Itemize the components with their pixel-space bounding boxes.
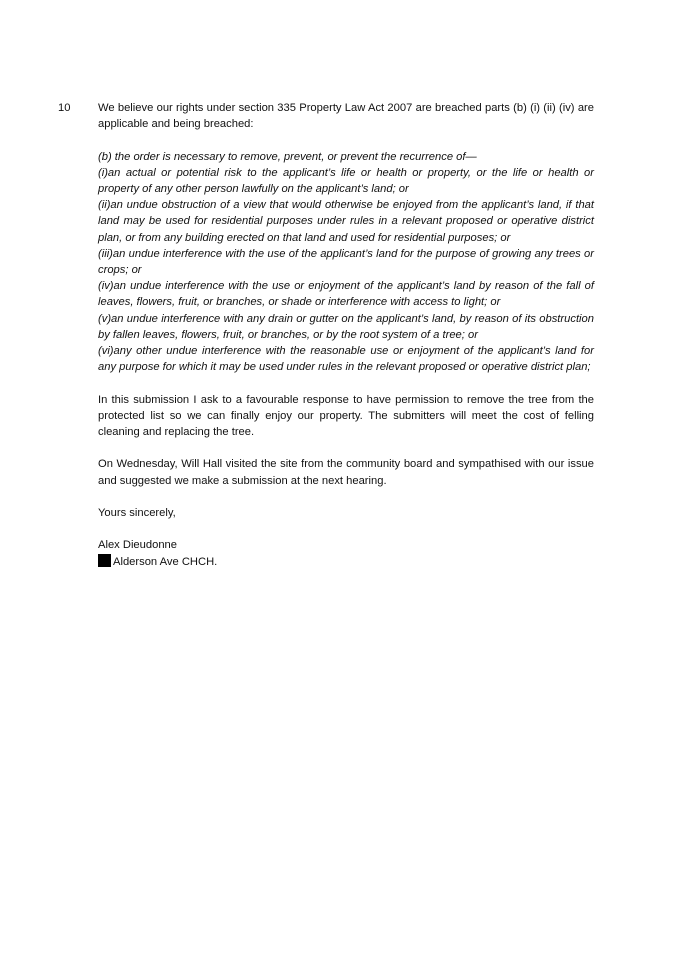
spacer xyxy=(98,440,594,456)
signature-name: Alex Dieudonne xyxy=(98,539,177,552)
quote-line-iv: (iv)an undue interference with the use or enjoyment of the applicant’s land by reason of the fall of leaves, flowers, fruit, or branches, or shade or interference with access to light; or xyxy=(98,280,594,309)
spacer xyxy=(98,132,594,148)
item-number: 10 xyxy=(58,102,71,114)
legislation-quote xyxy=(98,149,594,376)
intro-paragraph: We believe our rights under section 335 Property Law Act 2007 are breached parts (b) (i) (ii) (iv) are applicable and being breached: xyxy=(98,102,594,131)
quote-line-ii: (ii)an undue obstruction of a view that would otherwise be enjoyed from the applicant’s land, if that land may be used for residential purposes under rules in a relevant proposed or operative district plan, or from any building erected on that land and used for residential purposes; or xyxy=(98,199,594,244)
quote-line-b: (b) the order is necessary to remove, prevent, or prevent the recurrence of— xyxy=(98,150,477,163)
spacer xyxy=(98,521,594,537)
submission-body xyxy=(98,100,594,570)
address-text: Alderson Ave CHCH. xyxy=(113,555,218,568)
closing: Yours sincerely, xyxy=(98,507,176,520)
request-paragraph: In this submission I ask to a favourable response to have permission to remove the tree from the protected list so we can finally enjoy our property. The submitters will meet the cost of felling cleaning and replacing the tree. xyxy=(98,393,594,439)
quote-line-v: (v)an undue interference with any drain or gutter on the applicant’s land, by reason of its obstruction by fallen leaves, flowers, fruit, or branches, or by the root system of a tree; or xyxy=(98,312,594,341)
spacer xyxy=(98,375,594,391)
address-line xyxy=(98,554,594,570)
quote-line-iii: (iii)an undue interference with the use of the applicant’s land for the purpose of growing any trees or crops; or xyxy=(98,247,594,277)
redaction-block xyxy=(98,554,111,567)
quote-line-i: (i)an actual or potential risk to the applicant’s life or health or property, or the life or health or property of any other person lawfully on the applicant’s land; or xyxy=(98,166,594,195)
visit-paragraph: On Wednesday, Will Hall visited the site from the community board and sympathised with our issue and suggested we make a submission at the next hearing. xyxy=(98,458,594,487)
spacer xyxy=(98,489,594,505)
quote-line-vi: (vi)any other undue interference with the reasonable use or enjoyment of the applicant’s land for any purpose for which it may be used under rules in the relevant proposed or operative district plan; xyxy=(98,345,594,374)
